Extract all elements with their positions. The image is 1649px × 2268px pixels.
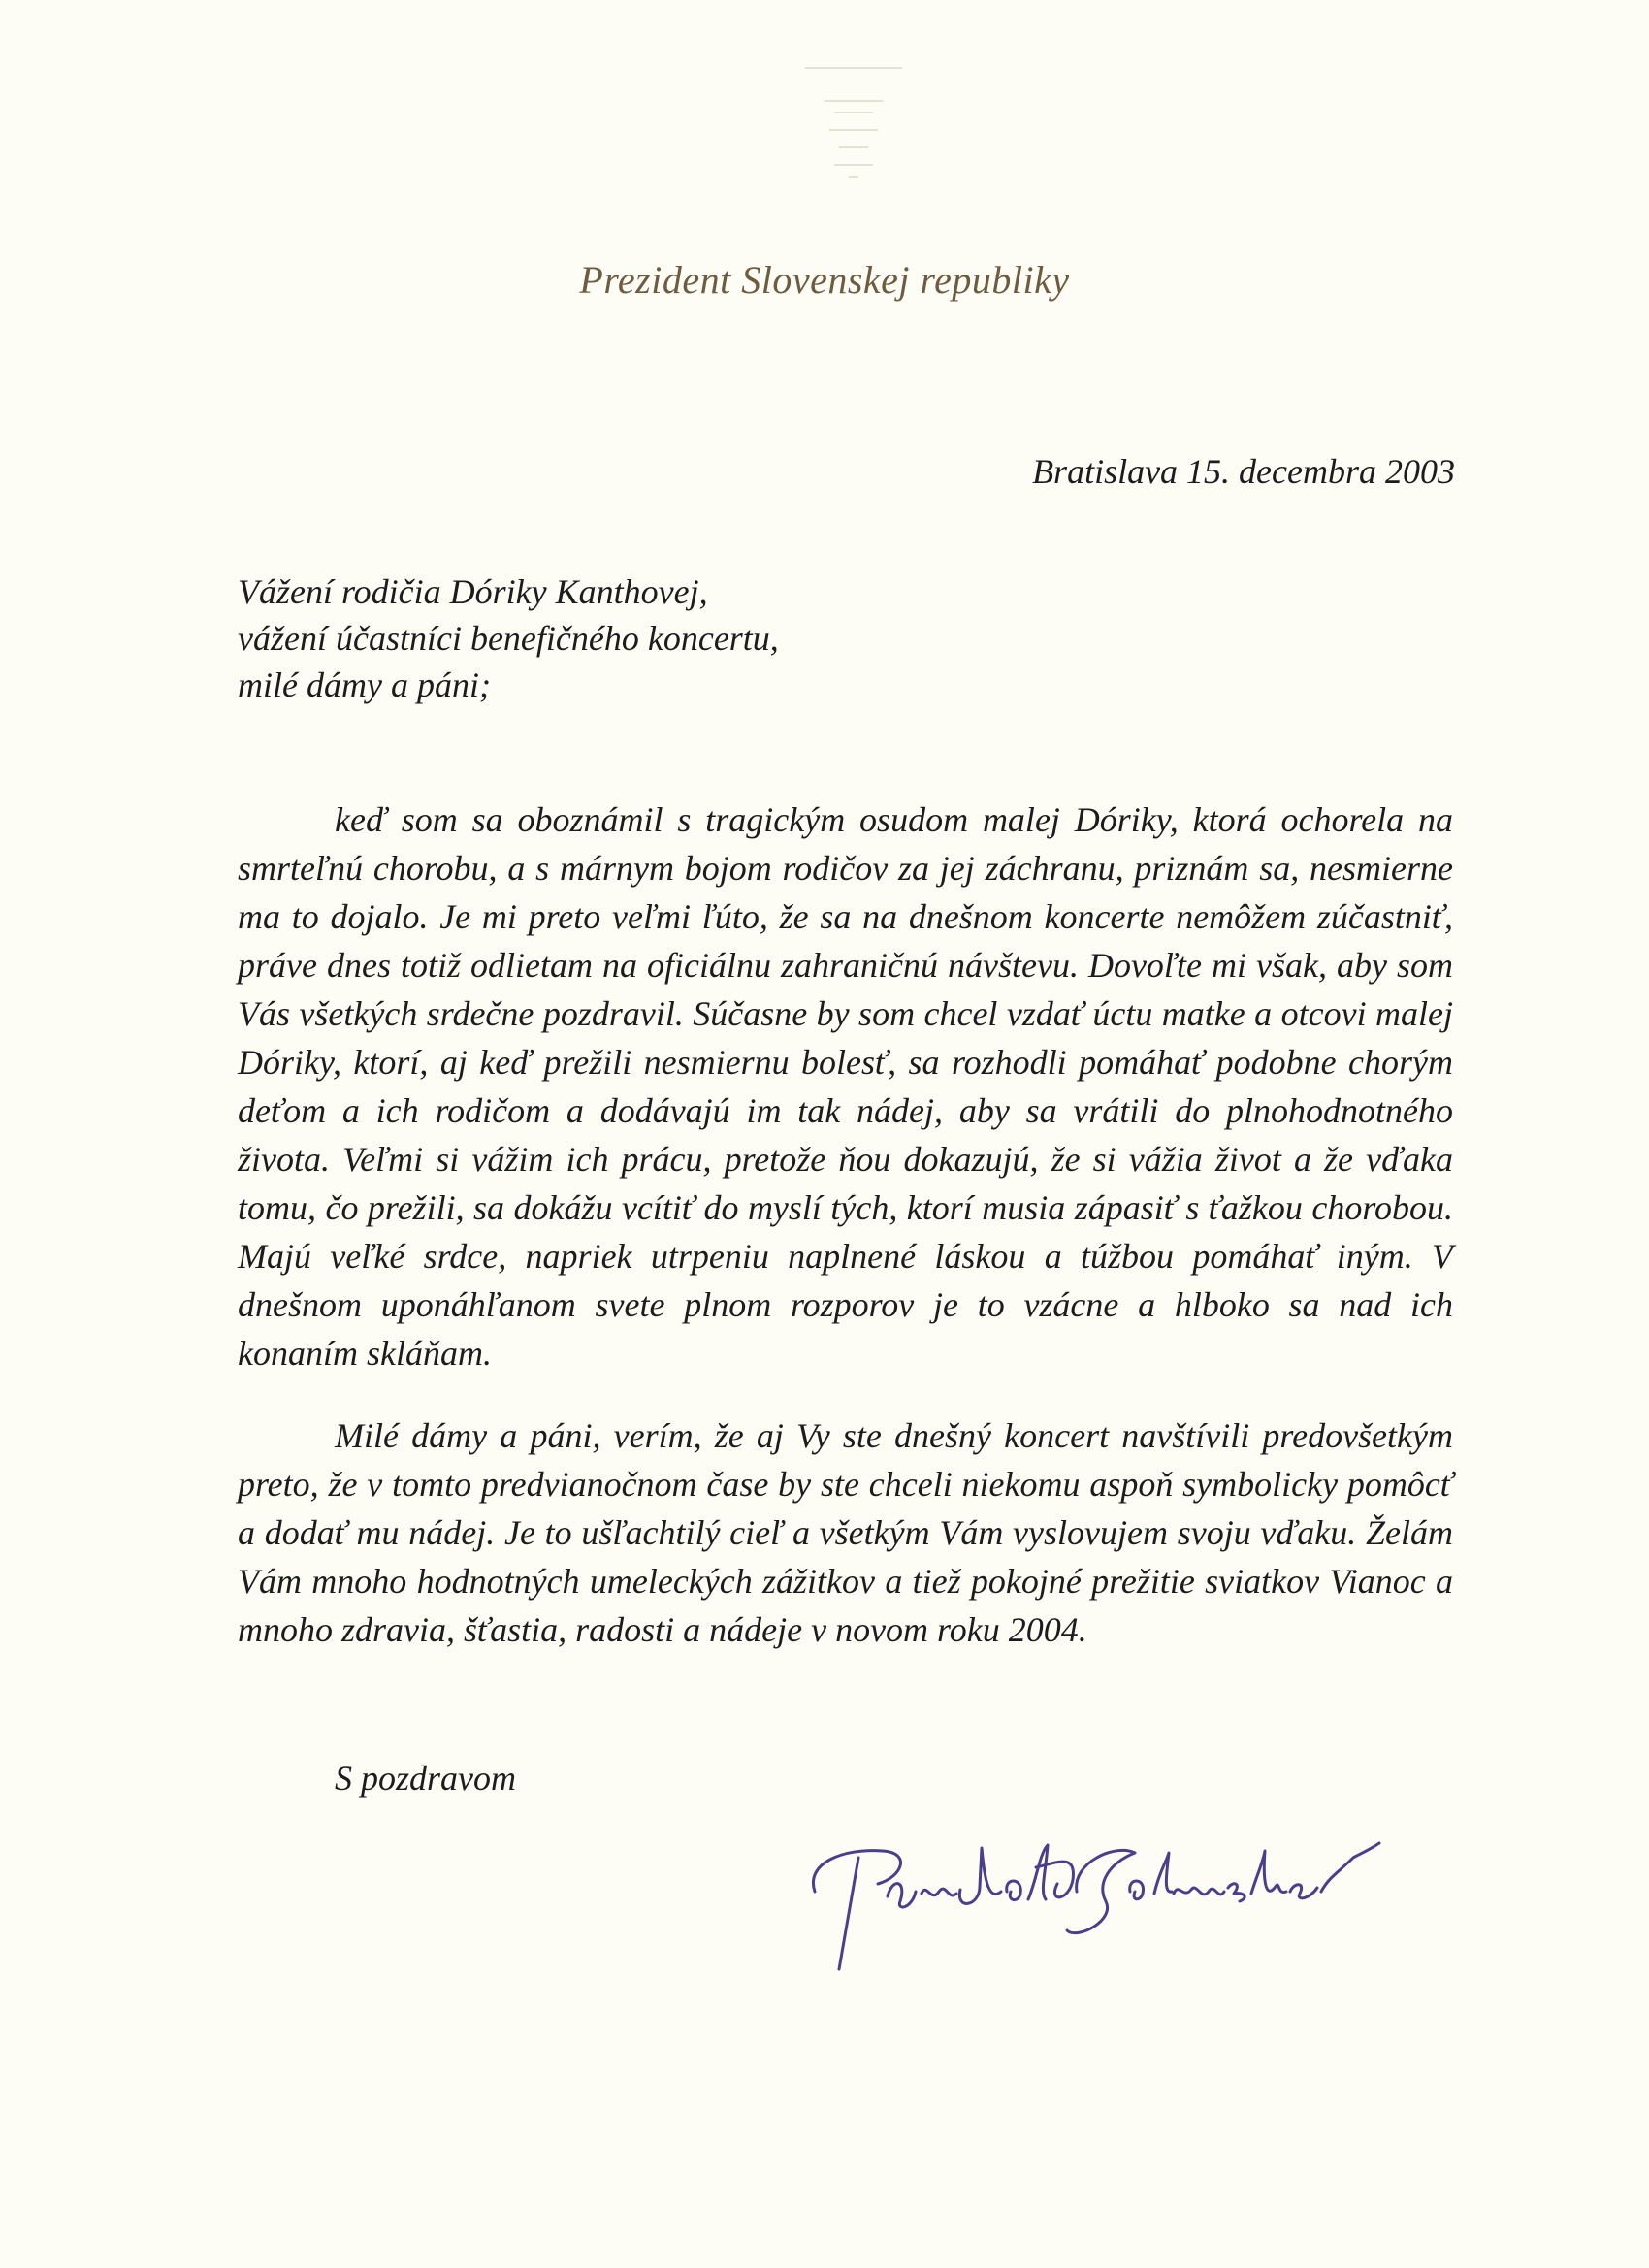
body-paragraph-2: Milé dámy a páni, verím, že aj Vy ste dnešný koncert navštívili predovšetkým preto, že v tomto predvianočnom čase by ste chceli niekomu aspoň symbolicky pomôcť a dodať mu nádej. Je to ušľachtilý cieľ a všetkým Vám vyslovujem svoju vďaku. Želám Vám mnoho hodnotných umeleckých zážitkov a tiež pokojné prežitie sviatkov Vianoc a mnoho zdravia, šťastia, radosti a nádeje v novom roku 2004. bbox=[238, 1416, 1453, 1649]
body-paragraph-1: keď som sa oboznámil s tragickým osudom malej Dóriky, ktorá ochorela na smrteľnú chorobu, a s márnym bojom rodičov za jej záchranu, priznám sa, nesmierne ma to dojalo. Je mi preto veľmi ľúto, že sa na dnešnom koncerte nemôžem zúčastniť, práve dnes totiž odlietam na oficiálnu zahraničnú návštevu. Dovoľte mi však, aby som Vás všetkých srdečne pozdravil. Súčasne by som chcel vzdať úctu matke a otcovi malej Dóriky, ktorí, aj keď prežili nesmiernu bolesť, sa rozhodli pomáhať podobne chorým deťom a ich rodičom a dodávajú im tak nádej, aby sa vrátili do plnohodnotného života. Veľmi si vážim ich prácu, pretože ňou dokazujú, že si vážia život a že vďaka tomu, čo prežili, sa dokážu vcítiť do myslí tých, ktorí musia zápasiť s ťažkou chorobou. Majú veľké srdce, napriek utrpeniu naplnené láskou a túžbou pomáhať iným. V dnešnom uponáhľanom svete plnom rozporov je to vzácne a hlboko sa nad ich konaním skláňam. bbox=[238, 800, 1453, 1373]
salutation-line: Vážení rodičia Dóriky Kanthovej, bbox=[238, 572, 708, 611]
state-emblem-embossed-icon bbox=[795, 60, 912, 206]
date-line: Bratislava 15. decembra 2003 bbox=[1032, 452, 1455, 491]
salutation-line: milé dámy a páni; bbox=[238, 665, 491, 704]
salutation bbox=[238, 568, 779, 708]
handwritten-signature-icon bbox=[786, 1824, 1406, 1979]
salutation-line: vážení účastníci benefičného koncertu, bbox=[238, 619, 779, 658]
closing-line: S pozdravom bbox=[335, 1759, 516, 1798]
letterhead-title: Prezident Slovenskej republiky bbox=[579, 258, 1070, 302]
